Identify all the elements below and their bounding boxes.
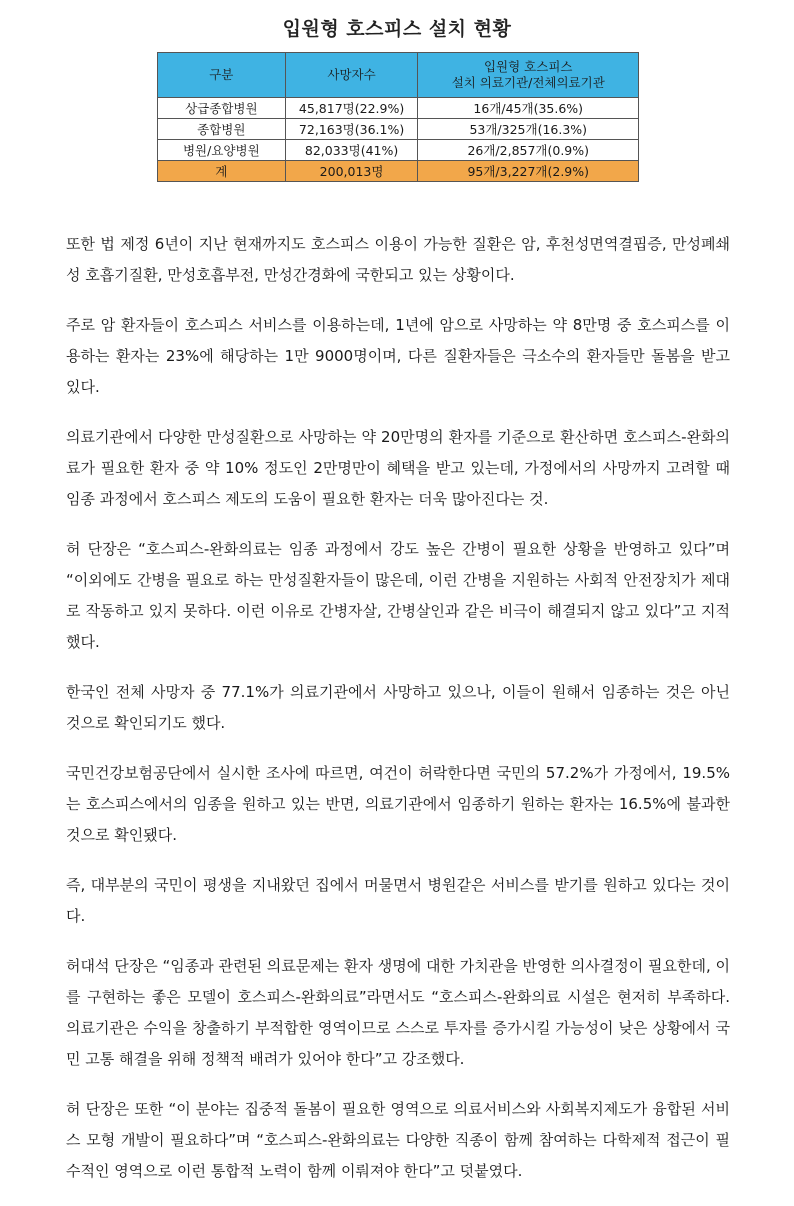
header-facilities: [418, 53, 639, 98]
paragraph: 허 단장은 또한 “이 분야는 집중적 돌봄이 필요한 영역으로 의료서비스와 사회복지제도가 융합된 서비스 모형 개발이 필요하다”며 “호스피스-완화의료는 다양한 직종이 함께 참여하는 다학제적 접근이 필수적인 영역으로 이런 통합적 노력이 함께 이뤄져야 한다”고 덧붙였다.: [66, 1100, 730, 1180]
cell-facilities: 26개/2,857개(0.9%): [418, 140, 639, 161]
paragraph: 또한 법 제정 6년이 지난 현재까지도 호스피스 이용이 가능한 질환은 암, 후천성면역결핍증, 만성폐쇄성 호흡기질환, 만성호흡부전, 만성간경화에 국한되고 있는 상황이다.: [66, 235, 730, 284]
total-facilities: 95개/3,227개(2.9%): [418, 161, 639, 182]
paragraph: 의료기관에서 다양한 만성질환으로 사망하는 약 20만명의 환자를 기준으로 환산하면 호스피스-완화의료가 필요한 환자 중 약 10% 정도인 2만명만이 혜택을 받고 있는데, 가정에서의 사망까지 고려할 때 임종 과정에서 호스피스 제도의 도움이 필요한 환자는 더욱 많아진다는 것.: [66, 428, 730, 508]
paragraph: 한국인 전체 사망자 중 77.1%가 의료기관에서 사망하고 있으나, 이들이 원해서 임종하는 것은 아닌 것으로 확인되기도 했다.: [66, 683, 730, 732]
cell-deaths: 72,163명(36.1%): [285, 119, 418, 140]
paragraph: 주로 암 환자들이 호스피스 서비스를 이용하는데, 1년에 암으로 사망하는 약 8만명 중 호스피스를 이용하는 환자는 23%에 해당하는 1만 9000명이며, 다른 질환자들은 극소수의 환자들만 돌봄을 받고 있다.: [66, 316, 730, 396]
paragraph: 국민건강보험공단에서 실시한 조사에 따르면, 여건이 허락한다면 국민의 57.2%가 가정에서, 19.5%는 호스피스에서의 임종을 원하고 있는 반면, 의료기관에서 임종하기 원하는 환자는 16.5%에 불과한 것으로 확인됐다.: [66, 764, 730, 844]
cell-facilities: 16개/45개(35.6%): [418, 98, 639, 119]
table-row: [158, 140, 639, 161]
header-deaths: 사망자수: [285, 53, 418, 98]
cell-deaths: 82,033명(41%): [285, 140, 418, 161]
table-header-row: [158, 53, 639, 98]
total-deaths: 200,013명: [285, 161, 418, 182]
article-body: [66, 229, 730, 1206]
total-category: 계: [158, 161, 286, 182]
paragraph: 즉, 대부분의 국민이 평생을 지내왔던 집에서 머물면서 병원같은 서비스를 받기를 원하고 있다는 것이다.: [66, 876, 730, 925]
cell-category: 상급종합병원: [158, 98, 286, 119]
cell-category: 병원/요양병원: [158, 140, 286, 161]
header-facilities-line2: 설치 의료기관/전체의료기관: [451, 75, 605, 90]
paragraph: 허 단장은 “호스피스-완화의료는 임종 과정에서 강도 높은 간병이 필요한 상황을 반영하고 있다”며 “이외에도 간병을 필요로 하는 만성질환자들이 많은데, 이런 간병을 지원하는 사회적 안전장치가 제대로 작동하고 있지 못하다. 이런 이유로 간병자살, 간병살인과 같은 비극이 해결되지 않고 있다”고 지적했다.: [66, 540, 730, 651]
table-total-row: [158, 161, 639, 182]
header-facilities-line1: 입원형 호스피스: [483, 59, 573, 74]
header-category: 구분: [158, 53, 286, 98]
cell-category: 종합병원: [158, 119, 286, 140]
cell-deaths: 45,817명(22.9%): [285, 98, 418, 119]
hospice-facility-table: [157, 52, 639, 182]
paragraph: 허대석 단장은 “임종과 관련된 의료문제는 환자 생명에 대한 가치관을 반영한 의사결정이 필요한데, 이를 구현하는 좋은 모델이 호스피스-완화의료”라면서도 “호스피스-완화의료 시설은 현저히 부족하다. 의료기관은 수익을 창출하기 부적합한 영역이므로 스스로 투자를 증가시킬 가능성이 낮은 상황에서 국민 고통 해결을 위해 정책적 배려가 있어야 한다”고 강조했다.: [66, 957, 730, 1068]
table-row: [158, 119, 639, 140]
table-row: [158, 98, 639, 119]
cell-facilities: 53개/325개(16.3%): [418, 119, 639, 140]
table-title: 입원형 호스피스 설치 현황: [282, 18, 512, 40]
